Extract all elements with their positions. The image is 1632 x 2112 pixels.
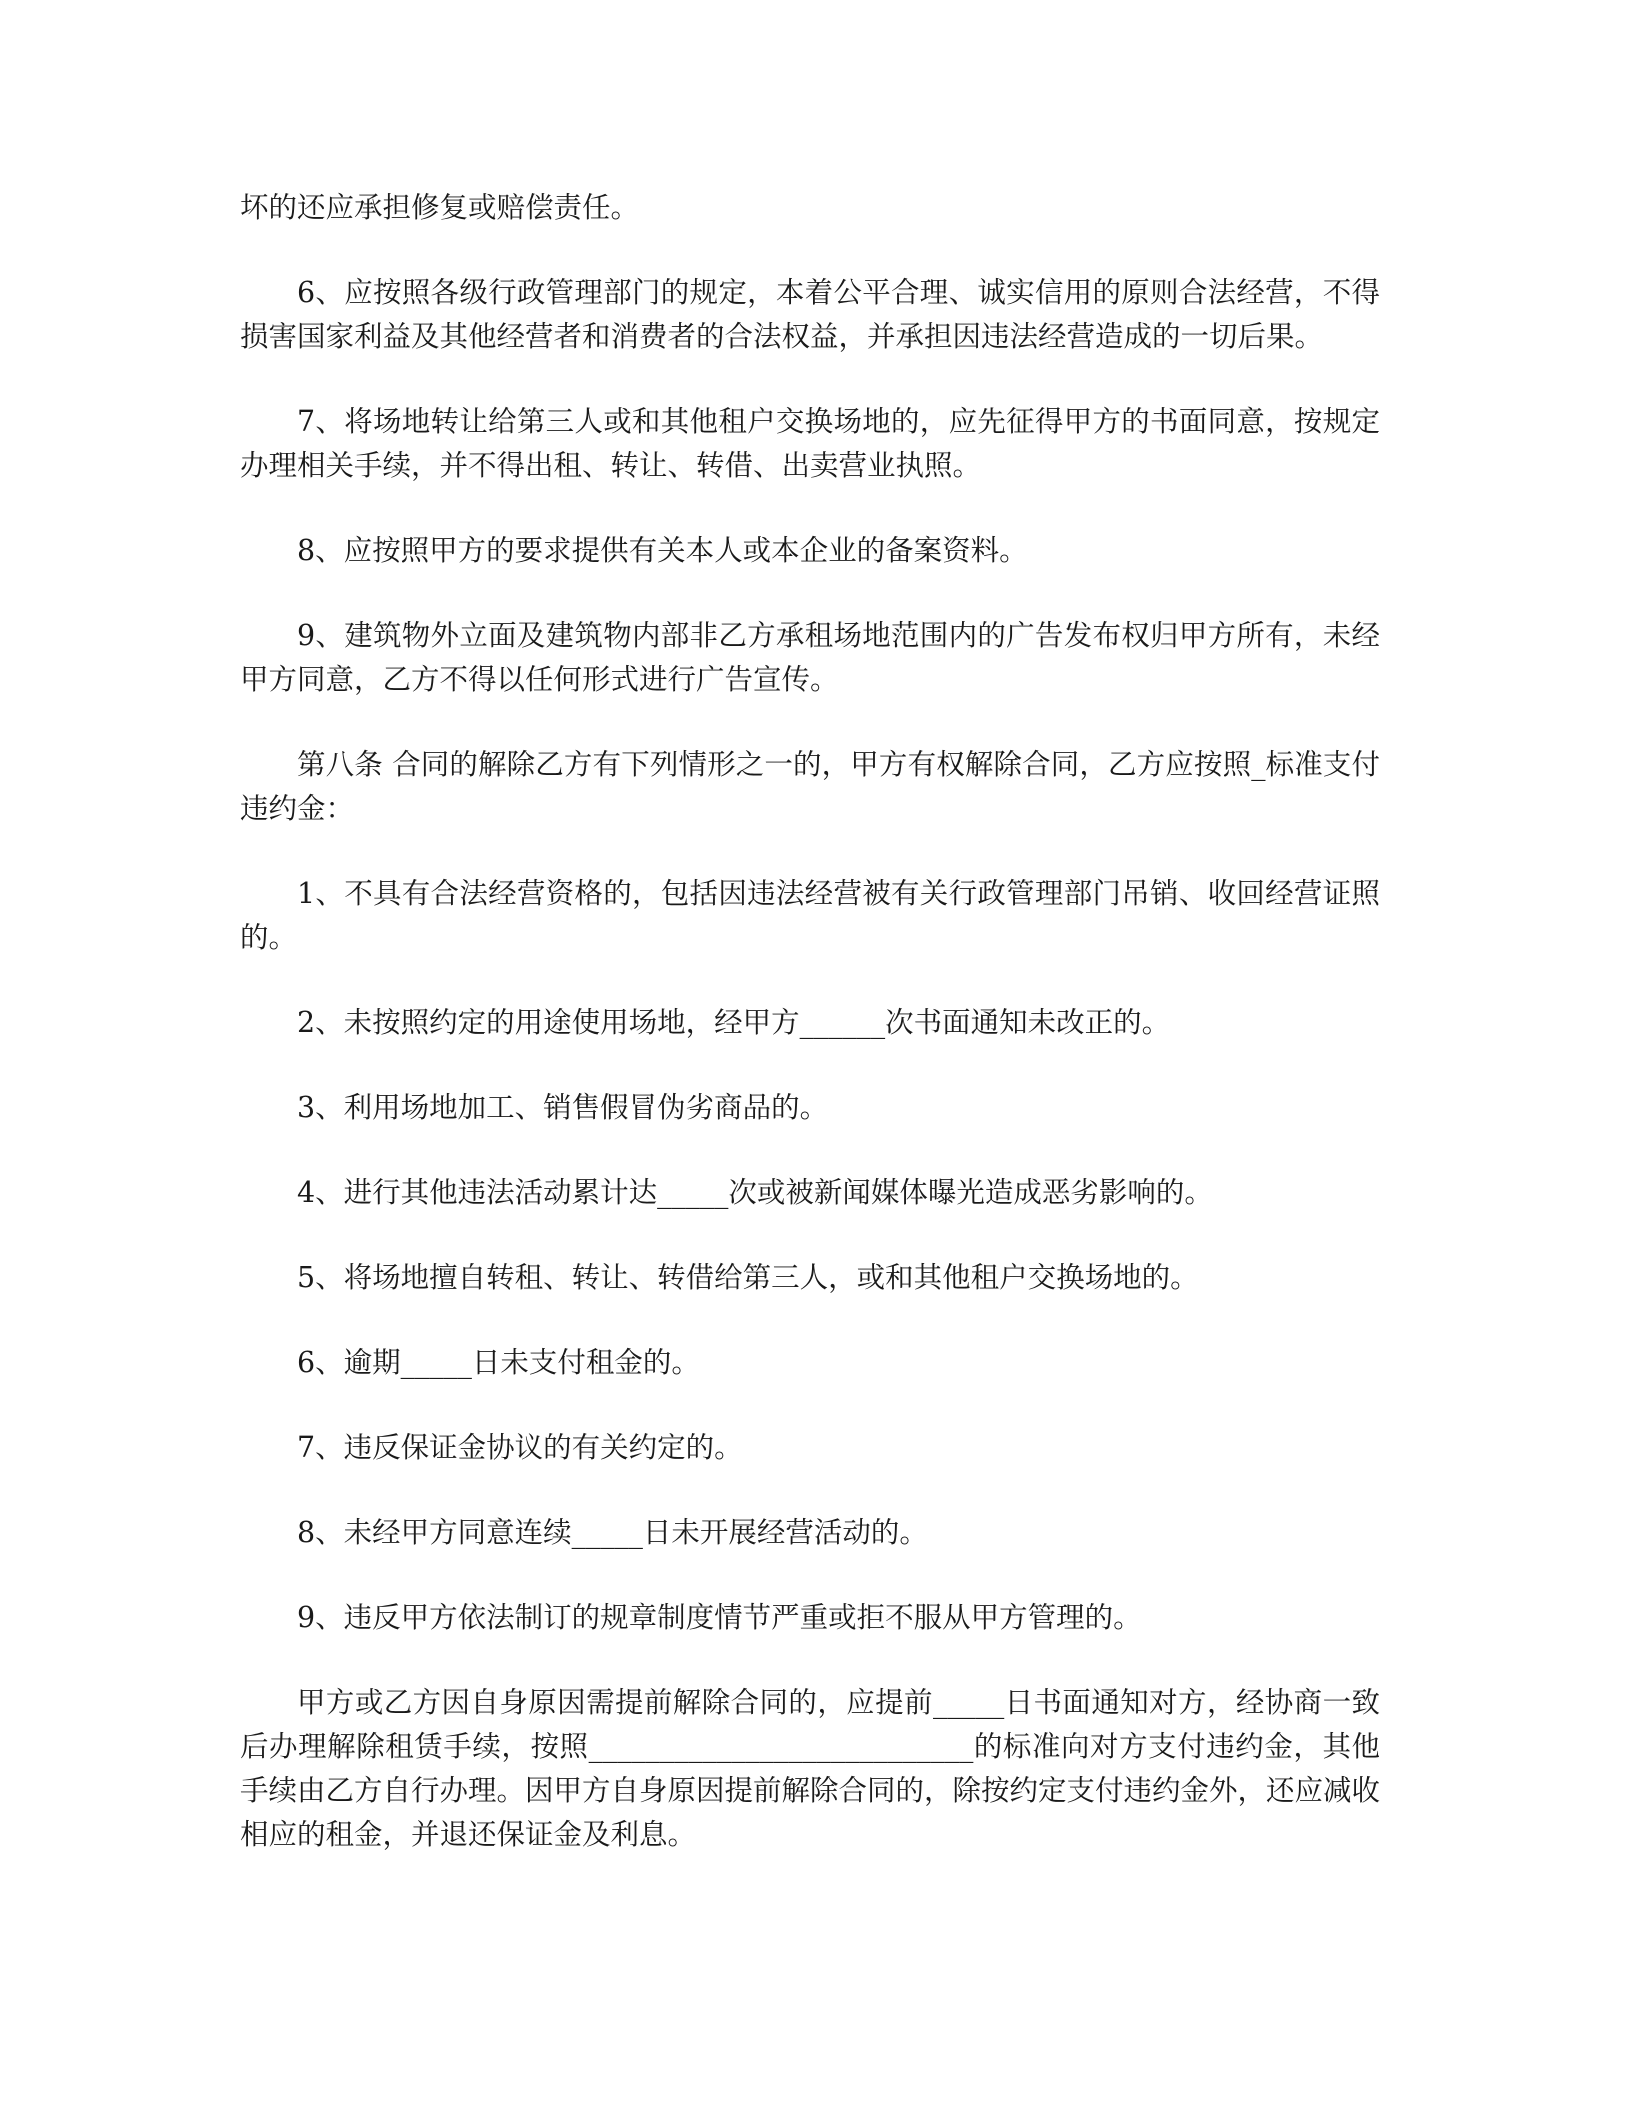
article-8-heading: 第八条 合同的解除乙方有下列情形之一的，甲方有权解除合同，乙方应按照_标准支付违约金： — [240, 748, 1380, 825]
termination-item-1: 1、不具有合法经营资格的，包括因违法经营被有关行政管理部门吊销、收回经营证照的。 — [240, 877, 1380, 954]
paragraph-item-6: 6、应按照各级行政管理部门的规定，本着公平合理、诚实信用的原则合法经营，不得损害国家利益及其他经营者和消费者的合法权益，并承担因违法经营造成的一切后果。 — [240, 276, 1380, 353]
document-page — [240, 186, 1380, 1898]
termination-item-5: 5、将场地擅自转租、转让、转借给第三人，或和其他租户交换场地的。 — [297, 1261, 1199, 1294]
paragraph-item-7: 7、将场地转让给第三人或和其他租户交换场地的，应先征得甲方的书面同意，按规定办理相关手续，并不得出租、转让、转借、出卖营业执照。 — [240, 405, 1380, 482]
paragraph-item-9: 9、建筑物外立面及建筑物内部非乙方承租场地范围内的广告发布权归甲方所有，未经甲方同意，乙方不得以任何形式进行广告宣传。 — [240, 619, 1380, 696]
termination-item-3: 3、利用场地加工、销售假冒伪劣商品的。 — [297, 1091, 829, 1124]
termination-item-2: 2、未按照约定的用途使用场地，经甲方______次书面通知未改正的。 — [297, 1006, 1171, 1039]
paragraph-continuation: 坏的还应承担修复或赔偿责任。 — [240, 191, 640, 224]
termination-item-8: 8、未经甲方同意连续_____日未开展经营活动的。 — [297, 1516, 928, 1549]
paragraph-item-8: 8、应按照甲方的要求提供有关本人或本企业的备案资料。 — [297, 534, 1028, 567]
termination-item-9: 9、违反甲方依法制订的规章制度情节严重或拒不服从甲方管理的。 — [297, 1601, 1142, 1634]
termination-item-6: 6、逾期_____日未支付租金的。 — [297, 1346, 700, 1379]
termination-item-7: 7、违反保证金协议的有关约定的。 — [297, 1431, 743, 1464]
termination-item-4: 4、进行其他违法活动累计达_____次或被新闻媒体曝光造成恶劣影响的。 — [297, 1176, 1213, 1209]
early-termination-paragraph: 甲方或乙方因自身原因需提前解除合同的，应提前_____日书面通知对方，经协商一致后办理解除租赁手续，按照___________________________的标准向对方支付违约金，其他手续由乙方自行办理。因甲方自身原因提前解除合同的，除按约定支付违约金外，还应减收相应的租金，并退还保证金及利息。 — [240, 1686, 1381, 1851]
